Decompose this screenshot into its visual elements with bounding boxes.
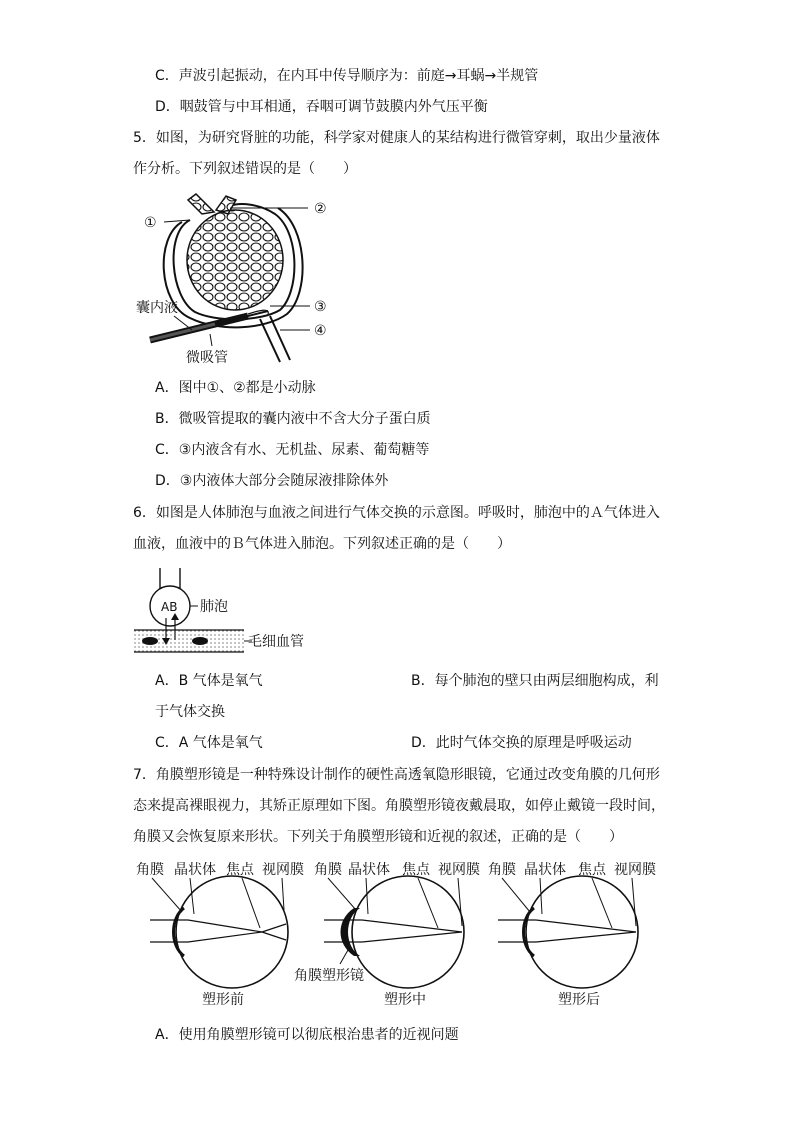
- q6-stem-line2: 血液，血液中的Ｂ气体进入肺泡。下列叙述正确的是（ ）: [133, 536, 511, 552]
- fig-label-4: ④: [314, 323, 327, 339]
- q5-stem-line2: 作分析。下列叙述错误的是（ ）: [133, 161, 357, 177]
- eye2-label-cornea: 角膜: [314, 862, 342, 878]
- q6-stem-line1: 6．如图是人体肺泡与血液之间进行气体交换的示意图。呼吸时，肺泡中的Ａ气体进入: [133, 505, 660, 521]
- q6-option-a: A．B 气体是氧气: [155, 673, 263, 689]
- eye3-label-retina: 视网膜: [614, 862, 656, 878]
- eye2-label-focus: 焦点: [402, 862, 430, 878]
- fig-label-alveolus: 肺泡: [200, 599, 228, 615]
- eye3-label-focus: 焦点: [578, 862, 606, 878]
- q5-option-a: A．图中①、②都是小动脉: [155, 380, 316, 396]
- fig-label-3: ③: [314, 299, 327, 315]
- q6-option-b-line1: B．每个肺泡的壁只由两层细胞构成，利: [411, 673, 659, 689]
- fig-label-micropipette: 微吸管: [186, 350, 228, 366]
- eye1-label-cornea: 角膜: [136, 862, 164, 878]
- q5-option-c: C．③内液含有水、无机盐、尿素、葡萄糖等: [155, 442, 430, 458]
- fig-label-2: ②: [314, 201, 327, 217]
- eye3-label-cornea: 角膜: [488, 862, 516, 878]
- eye-before: [136, 861, 304, 1008]
- eye3-label-lens: 晶状体: [524, 862, 566, 878]
- eye-during: [294, 861, 480, 1008]
- fig-label-1: ①: [144, 215, 157, 231]
- fig-label-capsule-fluid: 囊内液: [136, 300, 178, 316]
- q4-option-c: C．声波引起振动，在内耳中传导顺序为：前庭→耳蜗→半规管: [155, 68, 539, 84]
- ortho-k-eye-figure: [132, 856, 668, 1012]
- q7-option-a: A．使用角膜塑形镜可以彻底根治患者的近视问题: [155, 1027, 459, 1043]
- q6-option-d: D．此时气体交换的原理是呼吸运动: [411, 735, 632, 751]
- eye2-label-ortho-lens: 角膜塑形镜: [294, 968, 364, 984]
- q5-stem-line1: 5．如图，为研究肾脏的功能，科学家对健康人的某结构进行微管穿刺，取出少量液体: [133, 130, 660, 146]
- eye2-label-retina: 视网膜: [438, 862, 480, 878]
- eye2-label-lens: 晶状体: [348, 862, 390, 878]
- eye1-label-focus: 焦点: [226, 862, 254, 878]
- q7-stem-line3: 角膜又会恢复原来形状。下列关于角膜塑形镜和近视的叙述，正确的是（ ）: [133, 829, 623, 845]
- q4-option-d: D．咽鼓管与中耳相通，吞咽可调节鼓膜内外气压平衡: [155, 99, 488, 115]
- fig-label-ab: AB: [161, 600, 178, 614]
- q7-stem-line1: 7．角膜塑形镜是一种特殊设计制作的硬性高透氧隐形眼镜，它通过改变角膜的几何形: [133, 767, 660, 783]
- eye3-caption: 塑形后: [558, 992, 600, 1008]
- eye1-label-lens: 晶状体: [174, 862, 216, 878]
- kidney-capsule-figure: [130, 192, 340, 370]
- eye2-caption: 塑形中: [384, 992, 426, 1008]
- eye1-caption: 塑形前: [202, 992, 244, 1008]
- eye1-label-retina: 视网膜: [262, 862, 304, 878]
- alveolus-capillary-figure: [130, 566, 304, 658]
- q5-option-d: D．③内液体大部分会随尿液排除体外: [155, 473, 389, 489]
- q6-option-c: C．A 气体是氧气: [155, 735, 263, 751]
- q5-option-b: B．微吸管提取的囊内液中不含大分子蛋白质: [155, 411, 431, 427]
- q6-option-b-line2: 于气体交换: [155, 704, 225, 720]
- eye-after: [488, 861, 656, 1008]
- fig-label-capillary: 毛细血管: [248, 634, 304, 650]
- q7-stem-line2: 态来提高裸眼视力，其矫正原理如下图。角膜塑形镜夜戴晨取，如停止戴镜一段时间，: [133, 798, 665, 814]
